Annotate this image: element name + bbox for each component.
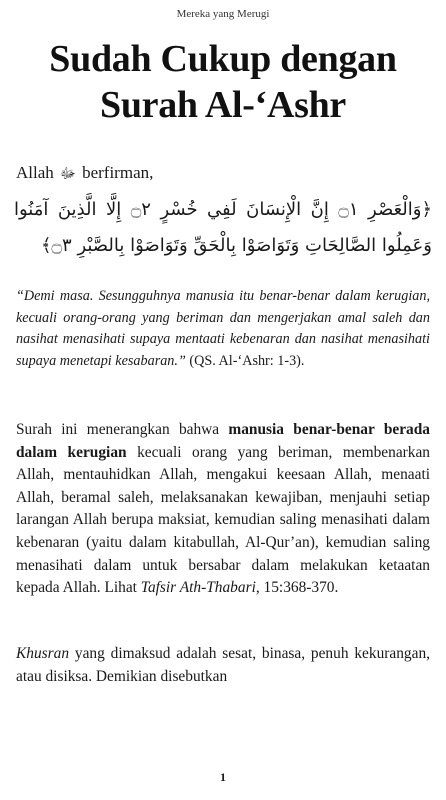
- p2-text: yang dimaksud adalah sesat, binasa, penuh kekurangan, atau disiksa. Demikian disebutkan: [16, 645, 430, 685]
- verse-translation: [16, 286, 430, 372]
- translation-quote: “Demi masa. Sesungguhnya manusia itu benar-benar dalam kerugian, kecuali orang-orang yang beriman dan mengerjakan amal saleh dan nasihat menasihati supaya mentaati kebenaran dan nasihat menasihati supaya menetapi kesabaran.”: [16, 288, 430, 369]
- page-number: 1: [220, 770, 226, 784]
- p1-text-1: Surah ini menerangkan bahwa: [16, 421, 229, 438]
- body-paragraph-1: [16, 419, 430, 600]
- chapter-title-line-1: Sudah Cukup dengan: [49, 38, 397, 80]
- arabic-verse: ﴿وَالْعَصْرِ ۝١ إِنَّ الْإِنسَانَ لَفِي خُسْرٍ ۝٢ إِلَّا الَّذِينَ آمَنُوا وَعَمِلُوا الصَّالِحَاتِ وَتَوَاصَوْا بِالْحَقِّ وَتَوَاصَوْا بِالصَّبْرِ ۝٣﴾: [14, 199, 433, 256]
- intro-verb: berfirman,: [82, 163, 154, 182]
- p1-bold-phrase: manusia benar-benar berada dalam kerugian: [16, 421, 430, 461]
- chapter-title-line-2: Surah Al-‘Ashr: [99, 84, 346, 126]
- running-header: Mereka yang Merugi: [176, 8, 270, 20]
- translation-reference: (QS. Al-‘Ashr: 1-3).: [185, 352, 305, 369]
- p2-term: Khusran: [16, 645, 70, 662]
- p1-text-2: kecuali orang yang beriman, membenarkan Allah, mentauhidkan Allah, mengakui keesaan Allah, menaati Allah, beramal saleh, melaksanakan kewajiban, menjauhi setiap larangan Allah berupa maksiat, kemudian saling menasihati dalam kebenaran (yaitu dalam kitabullah, Al-Qur’an), kemudian saling menasihati dalam untuk bersabar dalam melakukan ketaatan kepada Allah. Lihat: [16, 443, 430, 597]
- honorific-glyph: ﷻ: [60, 167, 76, 182]
- verse-intro: [16, 160, 430, 188]
- chapter-title: [14, 36, 432, 128]
- p1-text-3: , 15:368-370.: [255, 579, 339, 597]
- p1-book-title: Tafsir Ath-Thabari: [140, 579, 256, 597]
- body-paragraph-2: [16, 643, 430, 688]
- intro-word: Allah: [16, 163, 54, 182]
